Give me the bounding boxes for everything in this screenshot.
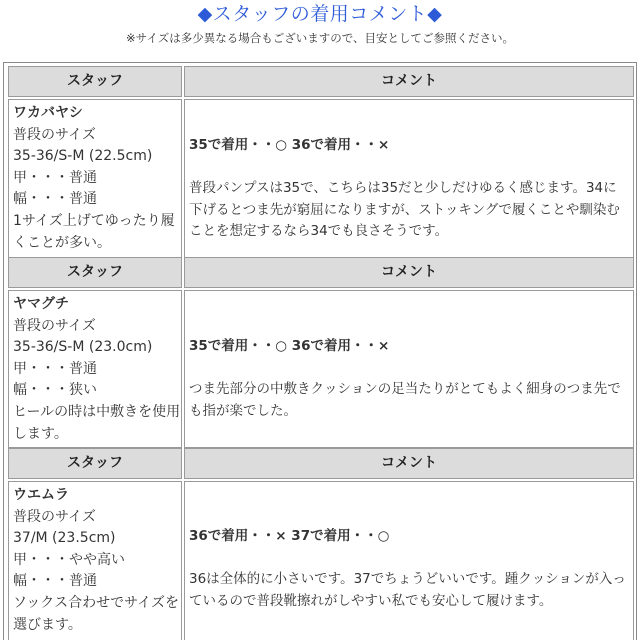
comment-text: 普段パンプスは35で、こちらは35だと少しだけゆるく感じます。34に下げるとつま先が窮屈になりますが、ストッキングで履くことや馴染むことを想定するなら34でも良さそうです。 [189,180,620,240]
header-comment-2: コメント [184,257,634,288]
page-title: ◆スタッフの着用コメント◆ [197,3,443,25]
staff-comment-table [3,62,637,640]
header-staff-3: スタッフ [8,448,182,479]
staff-cell-1 [8,99,182,259]
staff-detail: 幅・・・普通 [13,573,97,590]
comment-cell-2 [184,290,634,448]
staff-detail: 甲・・・やや高い [13,551,125,568]
staff-detail: ヒールの時は中敷きを使用します。 [13,403,181,442]
staff-detail: 普段のサイズ [13,317,96,334]
staff-detail: 普段のサイズ [13,508,96,525]
staff-name: ヤマグチ [13,296,69,312]
comment-cell-3 [184,481,634,640]
comment-text: 36は全体的に小さいです。37でちょうどいいです。踵クッションが入っているので普段靴擦れがしやすい私でも安心して履けます。 [189,571,626,609]
staff-cell-2 [8,290,182,448]
staff-detail: ソックス合わせでサイズを選びます。 [13,594,180,633]
staff-detail: 甲・・・普通 [13,360,97,377]
staff-name: ワカバヤシ [13,105,83,121]
header-comment-3: コメント [184,448,634,479]
size-note: ※サイズは多少異なる場合もございますので、目安としてご参照ください。 [126,31,514,45]
fit-verdict: 35で着用・・○ 36で着用・・× [189,137,390,153]
comment-text: つま先部分の中敷きクッションの足当たりがとてもよく細身のつま先でも指が楽でした。 [189,381,621,419]
header-comment-1: コメント [184,66,634,97]
staff-detail: 1サイズ上げてゆったり履くことが多い。 [13,212,175,251]
staff-detail: 幅・・・普通 [13,191,97,208]
staff-detail: 37/M (23.5cm) [13,530,116,547]
header-staff-2: スタッフ [8,257,182,288]
staff-detail: 35-36/S-M (23.0cm) [13,339,153,356]
header-staff-1: スタッフ [8,66,182,97]
comment-cell-1 [184,99,634,259]
staff-detail: 35-36/S-M (22.5cm) [13,148,153,165]
fit-verdict: 35で着用・・○ 36で着用・・× [189,338,390,354]
fit-verdict: 36で着用・・× 37で着用・・○ [189,528,390,544]
staff-name: ウエムラ [13,487,69,503]
staff-detail: 甲・・・普通 [13,169,97,186]
staff-detail: 普段のサイズ [13,126,96,143]
staff-detail: 幅・・・狭い [13,382,97,399]
staff-cell-3 [8,481,182,640]
